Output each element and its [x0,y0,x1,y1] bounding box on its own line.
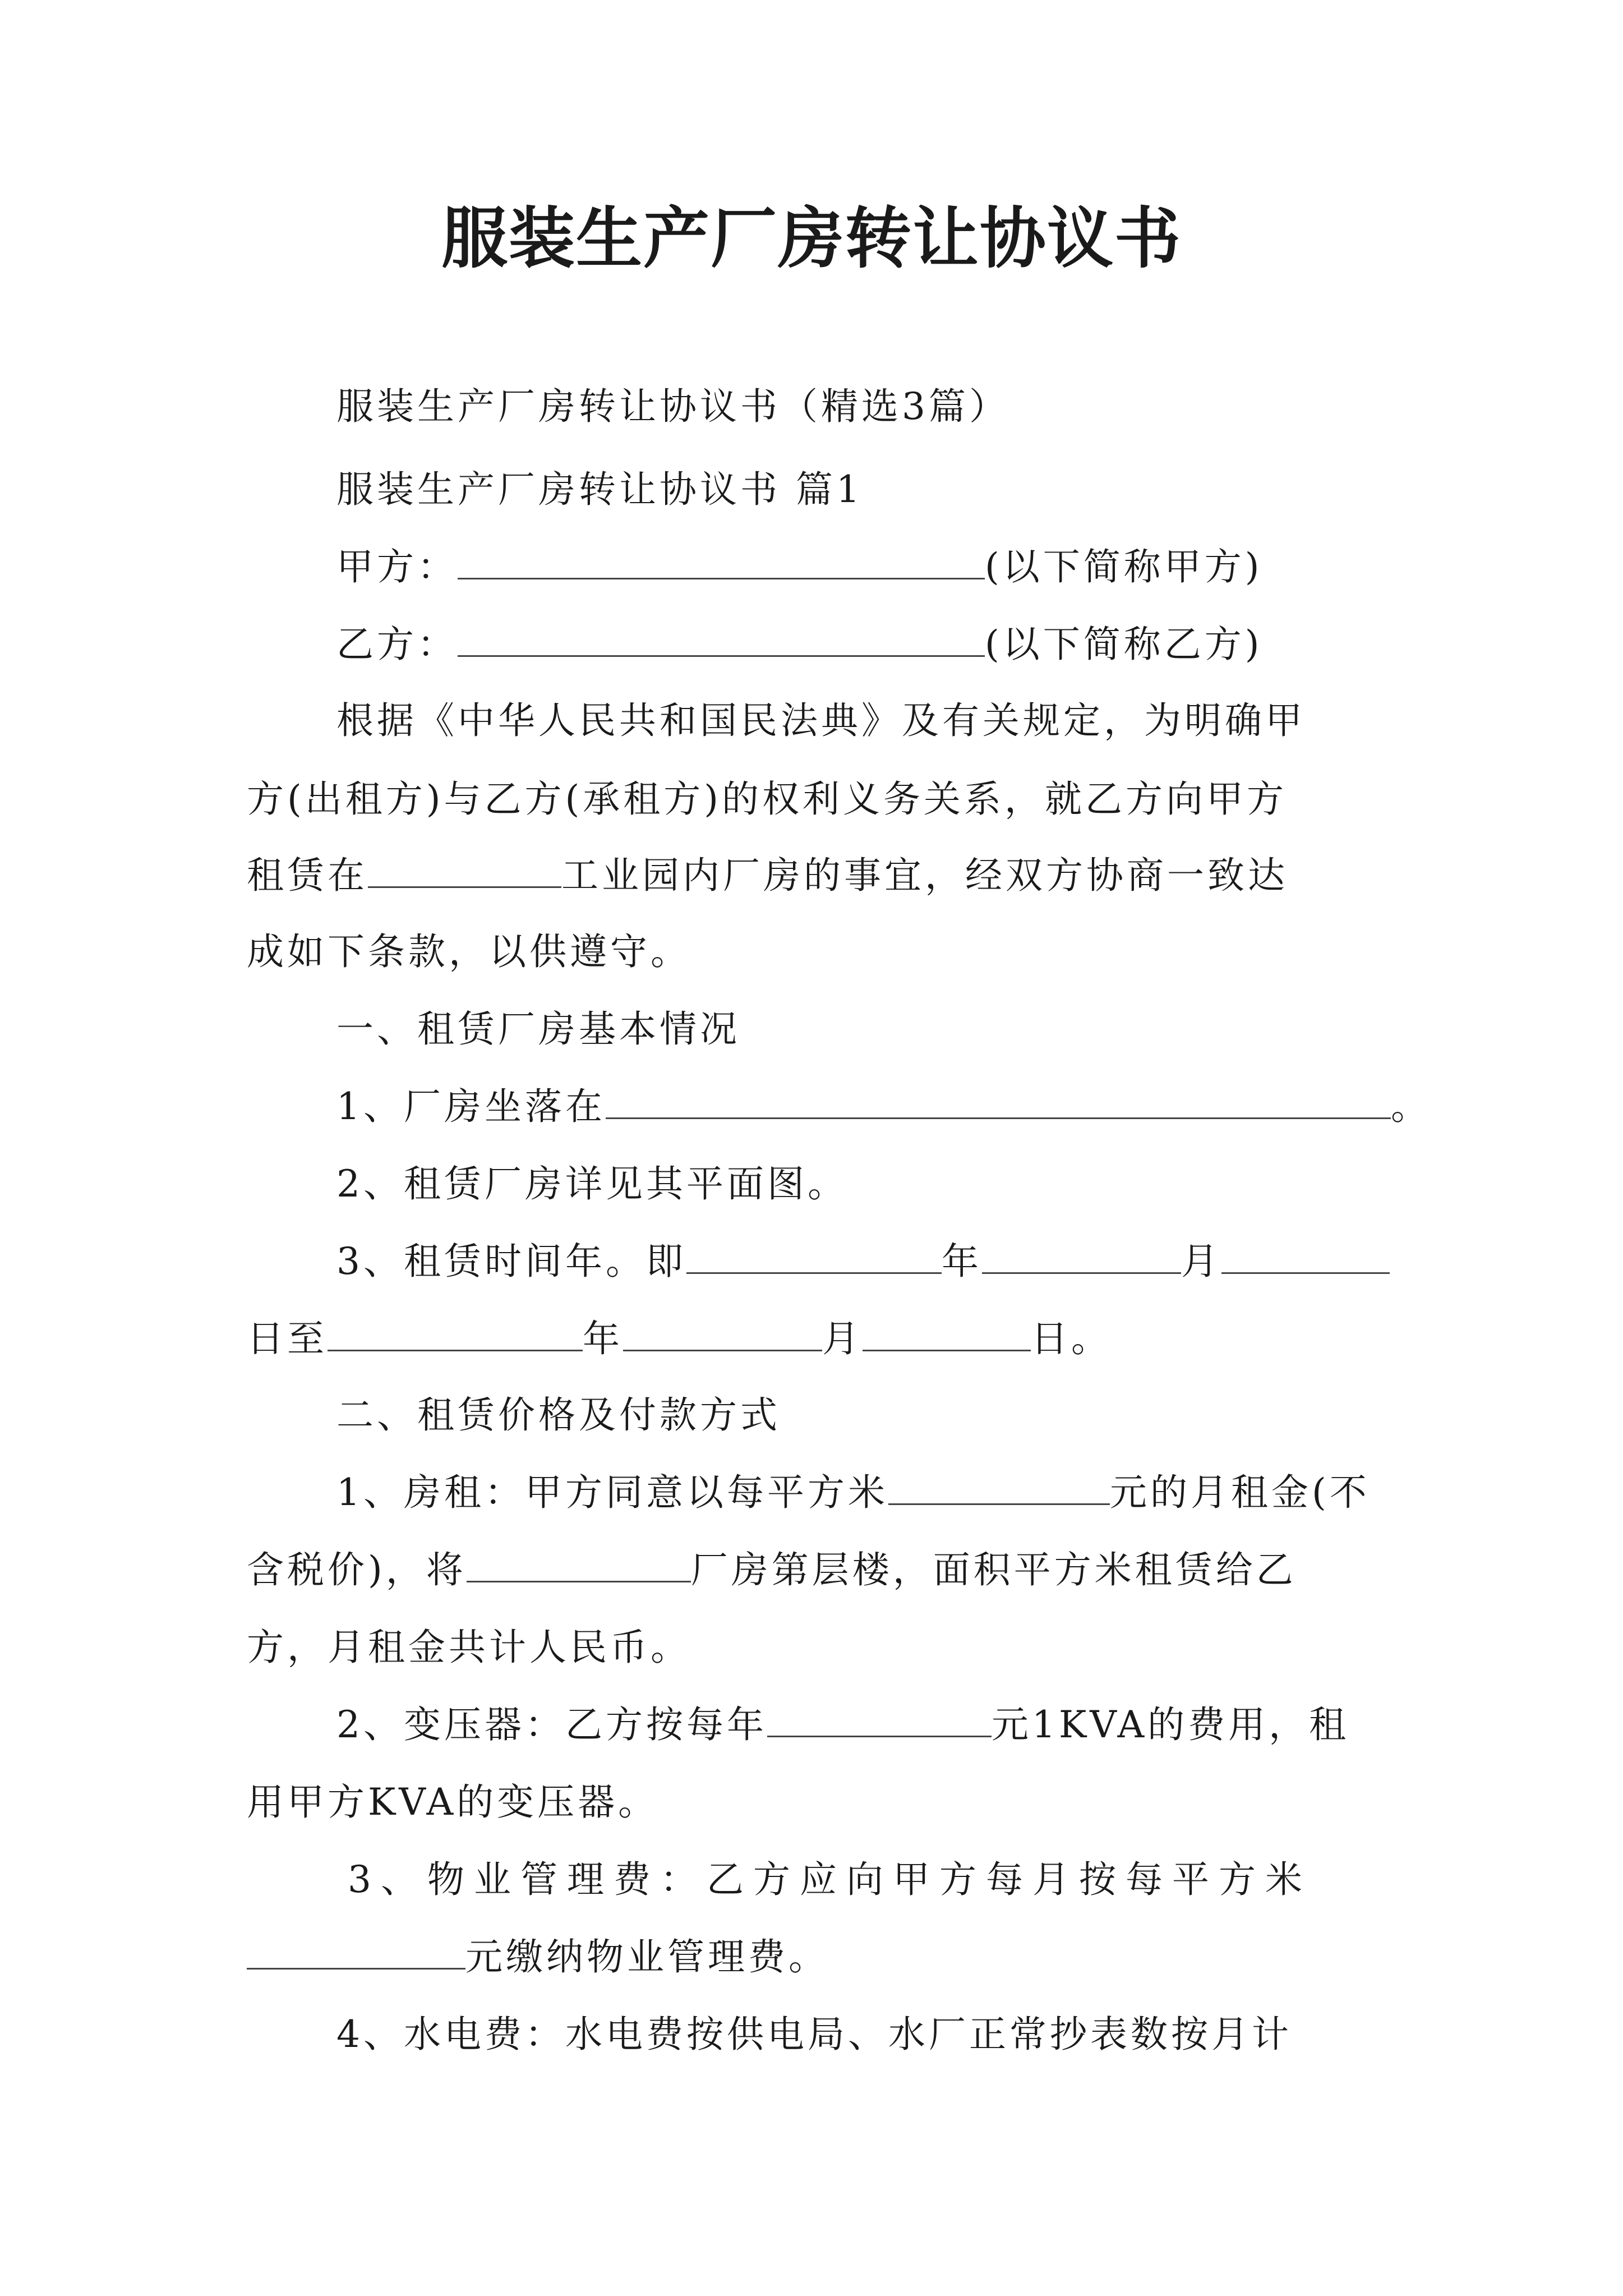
month-label: 月 [1181,1240,1221,1283]
heading-1: 一、租赁厂房基本情况 [336,1007,740,1051]
item-2-1-text: 1、房租：甲方同意以每平方米 [336,1471,888,1514]
item-2-1-text-2: 元的月租金(不 [1110,1471,1370,1514]
end-year-blank[interactable] [328,1315,583,1351]
party-a-label: 甲方： [336,545,458,588]
subtitle: 服装生产厂房转让协议书（精选3篇） [336,385,1009,428]
item-2-2-text-2: 元1KVA的费用，租 [992,1703,1350,1746]
intro-line-2: 方(出租方)与乙方(承租方)的权利义务关系，就乙方向甲方 [247,777,1287,821]
factory-name-blank[interactable] [467,1546,691,1582]
industrial-park-blank[interactable] [368,852,561,888]
item-1-3-line-2 [247,1314,1112,1364]
section-heading: 服装生产厂房转让协议书 篇1 [336,468,863,511]
year-label: 年 [583,1317,623,1360]
item-1-1-text: 1、厂房坐落在 [336,1085,606,1128]
party-b-blank[interactable] [458,620,985,657]
end-day-blank[interactable] [863,1315,1031,1351]
party-b-suffix: (以下简称乙方) [985,623,1263,666]
factory-location-blank[interactable] [606,1083,1391,1119]
item-2-3-text-2: 元缴纳物业管理费。 [465,1935,829,1978]
year-label: 年 [942,1240,982,1283]
item-1-2: 2、租赁厂房详见其平面图。 [336,1162,848,1205]
start-month-blank[interactable] [982,1237,1181,1274]
item-2-1-line-1 [336,1467,1370,1518]
party-a-blank[interactable] [458,543,985,579]
item-1-1-end: 。 [1391,1085,1431,1128]
intro-line-3-start: 租赁在 [247,854,368,897]
day-to-label: 日至 [247,1317,328,1360]
intro-line-4: 成如下条款，以供遵守。 [247,930,691,973]
party-a-suffix: (以下简称甲方) [985,545,1263,588]
end-month-blank[interactable] [623,1315,822,1351]
item-2-2-line-1 [336,1700,1349,1750]
month-label: 月 [822,1317,863,1360]
item-1-1 [336,1082,1431,1132]
property-fee-blank[interactable] [247,1933,465,1970]
start-day-blank[interactable] [1221,1237,1390,1274]
document-title: 服装生产厂房转让协议书 [441,199,1182,277]
day-label: 日。 [1031,1317,1112,1360]
item-2-1-line-3: 方，月租金共计人民币。 [247,1626,691,1669]
item-2-3-line-2 [247,1932,829,1982]
item-2-1-text-4: 厂房第层楼，面积平方米租赁给乙 [690,1548,1297,1591]
party-a-line [336,542,1263,592]
item-2-2-text: 2、变压器：乙方按每年 [336,1703,767,1746]
item-2-4: 4、水电费：水电费按供电局、水厂正常抄表数按月计 [336,2013,1292,2056]
item-2-3-line-1: 3、物业管理费：乙方应向甲方每月按每平方米 [348,1858,1312,1901]
intro-line-1: 根据《中华人民共和国民法典》及有关规定，为明确甲 [336,699,1306,742]
item-1-3-line-1 [336,1236,1390,1287]
rent-per-sqm-blank[interactable] [888,1469,1110,1505]
transformer-fee-blank[interactable] [767,1701,992,1737]
intro-line-3-end: 工业园内厂房的事宜，经双方协商一致达 [561,854,1288,897]
party-b-line [336,619,1263,670]
start-year-blank[interactable] [686,1237,942,1274]
party-b-label: 乙方： [336,623,458,666]
heading-2: 二、租赁价格及付款方式 [336,1393,781,1437]
item-2-2-line-2: 用甲方KVA的变压器。 [247,1780,659,1824]
item-2-1-line-2 [247,1545,1297,1595]
item-2-1-text-3: 含税价)，将 [247,1548,467,1591]
item-1-3-text: 3、租赁时间年。即 [336,1240,686,1283]
intro-line-3 [247,850,1288,901]
